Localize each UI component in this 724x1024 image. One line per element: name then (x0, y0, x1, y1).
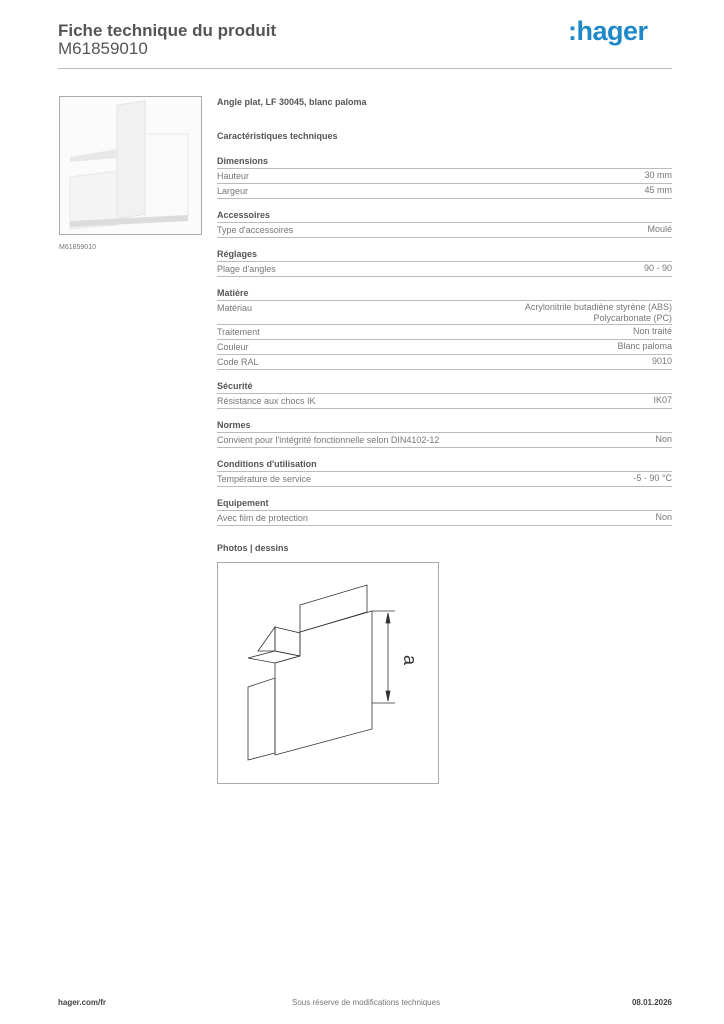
section-title: Réglages (217, 247, 672, 262)
section-title: Matière (217, 286, 672, 301)
spec-section (217, 247, 672, 277)
spec-row (217, 433, 672, 448)
spec-value (525, 301, 672, 324)
hager-logo: :hager (568, 16, 648, 46)
photo-caption: M61859010 (59, 244, 96, 251)
spec-row (217, 301, 672, 325)
spec-value-line: Non traité (632, 326, 672, 336)
spec-value-line: IK07 (653, 395, 672, 405)
spec-value (655, 433, 672, 447)
spec-value (647, 223, 672, 237)
spec-value (633, 472, 672, 486)
spec-value-line: 9010 (651, 356, 672, 366)
spec-value-line: 90 - 90 (643, 263, 672, 273)
spec-value (633, 325, 672, 339)
header-divider (58, 68, 672, 69)
specifications (217, 96, 672, 526)
spec-label: Code RAL (217, 357, 259, 367)
product-photo (59, 96, 202, 235)
footer-note: Sous réserve de modifications techniques (292, 998, 441, 1007)
spec-row (217, 394, 672, 409)
spec-label: Type d'accessoires (217, 225, 294, 235)
spec-label: Avec film de protection (217, 513, 308, 523)
spec-value (653, 394, 672, 408)
specs-heading: Caractéristiques techniques (217, 131, 338, 141)
spec-section (217, 379, 672, 409)
spec-value (617, 340, 672, 354)
spec-value-line: 45 mm (644, 185, 672, 195)
spec-row (217, 262, 672, 277)
spec-value (655, 511, 672, 525)
section-title: Sécurité (217, 379, 672, 394)
footer-date: 08.01.2026 (631, 998, 672, 1007)
product-code: M61859010 (58, 39, 148, 58)
spec-value-line: -5 - 90 °C (633, 473, 672, 483)
drawings-heading: Photos | dessins (217, 543, 289, 553)
spec-label: Convient pour l'intégrité fonctionnelle selon DIN4102-12 (217, 435, 440, 445)
spec-value-line: Polycarbonate (PC) (593, 313, 672, 323)
section-title: Dimensions (217, 154, 672, 169)
spec-value-line: Blanc paloma (617, 341, 672, 351)
spec-row (217, 223, 672, 238)
spec-label: Traitement (217, 327, 260, 337)
spec-label: Couleur (217, 342, 249, 352)
product-name: Angle plat, LF 30045, blanc paloma (217, 97, 367, 107)
section-title: Conditions d'utilisation (217, 457, 672, 472)
spec-label: Hauteur (217, 171, 250, 181)
spec-value-line: Non (655, 434, 672, 444)
section-title: Normes (217, 418, 672, 433)
section-title: Equipement (217, 496, 672, 511)
spec-row (217, 340, 672, 355)
spec-label: Matériau (217, 303, 253, 313)
spec-row (217, 325, 672, 340)
spec-value-line: 30 mm (644, 170, 672, 180)
technical-drawing (217, 562, 439, 784)
spec-row (217, 511, 672, 526)
spec-row (217, 184, 672, 199)
spec-value (644, 184, 672, 198)
spec-label: Température de service (217, 474, 312, 484)
spec-label: Plage d'angles (217, 264, 276, 274)
spec-row (217, 472, 672, 487)
dimension-label: a (400, 654, 420, 666)
spec-label: Résistance aux chocs IK (217, 396, 316, 406)
spec-row (217, 169, 672, 184)
spec-section (217, 286, 672, 370)
footer-website[interactable]: hager.com/fr (58, 998, 107, 1007)
spec-section (217, 154, 672, 199)
spec-section (217, 457, 672, 487)
spec-section (217, 496, 672, 526)
spec-value-line: Non (655, 512, 672, 522)
spec-value (644, 169, 672, 183)
spec-section (217, 418, 672, 448)
spec-value-line: Acrylonitrile butadiène styrène (ABS) (524, 302, 672, 312)
spec-value (644, 262, 672, 276)
spec-section (217, 208, 672, 238)
spec-label: Largeur (217, 186, 249, 196)
spec-row (217, 355, 672, 370)
spec-value (652, 355, 672, 369)
page-title: Fiche technique du produit (58, 21, 277, 40)
section-title: Accessoires (217, 208, 672, 223)
spec-value-line: Moulé (647, 224, 672, 234)
